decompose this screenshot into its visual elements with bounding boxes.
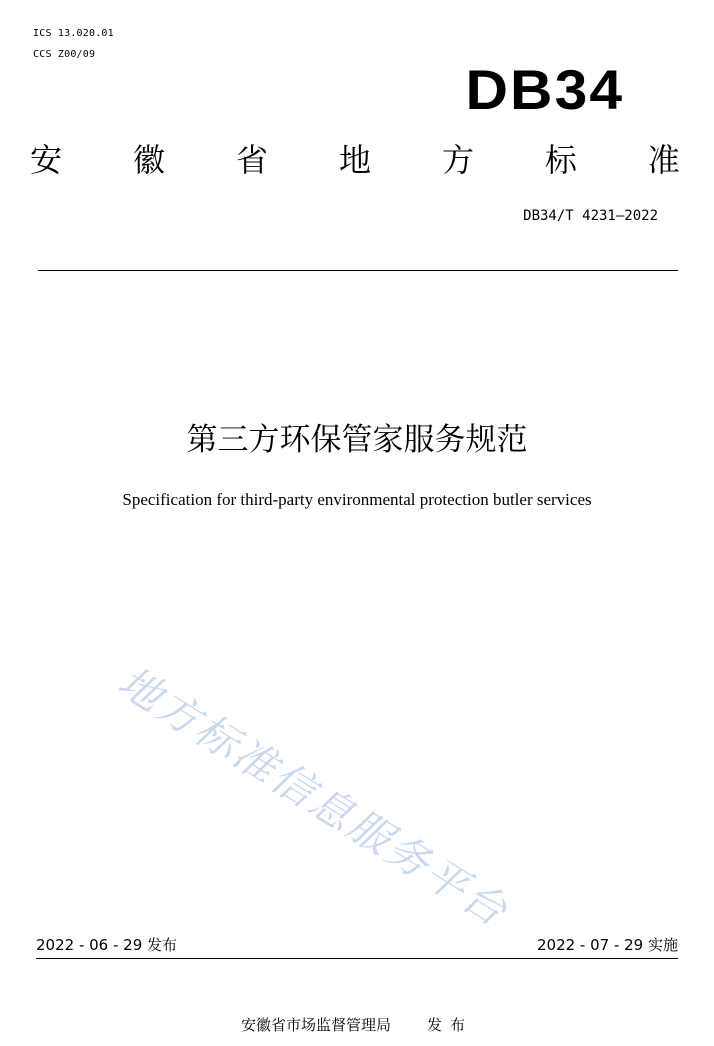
watermark: 地方标准信息服务平台 <box>109 656 518 937</box>
publisher-action: 发布 <box>427 1016 474 1034</box>
ics-code: ICS 13.020.01 <box>33 28 114 39</box>
standard-type-char: 标 <box>544 141 577 179</box>
standard-type-char: 徽 <box>132 141 165 179</box>
chinese-title: 第三方环保管家服务规范 <box>186 422 528 458</box>
publisher-line <box>0 1014 714 1036</box>
top-divider <box>38 270 678 271</box>
standard-type-heading <box>30 140 680 180</box>
standard-type-char: 省 <box>235 141 268 179</box>
bottom-divider <box>36 958 678 959</box>
standard-type-char: 准 <box>647 141 680 179</box>
publisher-name: 安徽省市场监督管理局 <box>240 1016 391 1034</box>
standard-type-char: 安 <box>30 141 63 179</box>
standard-type-char: 地 <box>338 141 371 179</box>
standard-number: DB34/T 4231—2022 <box>523 208 658 224</box>
english-title: Specification for third-party environmental protection butler services <box>122 490 592 509</box>
ccs-code: CCS Z00/09 <box>33 49 96 60</box>
issue-date: 2022 - 06 - 29 发布 <box>36 936 178 954</box>
db34-logo: DB34 <box>465 58 624 121</box>
implementation-date: 2022 - 07 - 29 实施 <box>536 936 678 954</box>
standard-type-char: 方 <box>441 141 474 179</box>
